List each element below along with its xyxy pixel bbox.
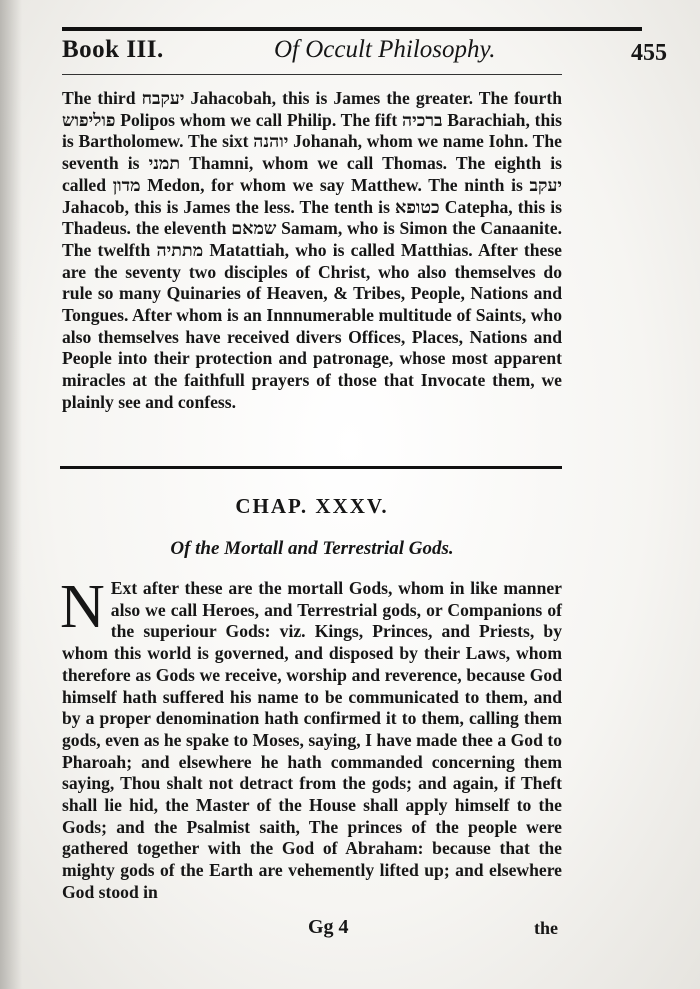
top-rule: [62, 27, 642, 31]
page-number: 455: [631, 40, 667, 66]
running-head: Of Occult Philosophy.: [274, 36, 496, 63]
apostles-text: The third יעקבח Jahacobah, this is James the greater. The fourth פוליפוש Polipos whom we call Philip. The fift ברכיה Barachiah, this is Bartholomew. The sixt יוהנה Johanah, whom we name Iohn. The seventh is תמני Thamni, whom we call Thomas. The eighth is called מדון Medon, for whom we say Matthew. The ninth is יעקב Jahacob, this is James the less. The tenth is כטופא Catepha, this is Thadeus. the eleventh שמאם Samam, who is Simon the Canaanite. The twelfth מתתיה Matattiah, who is called Matthias. After these are the seventy two disciples of Christ, who also themselves do rule so many Quinaries of Heaven, & Tribes, People, Nations and Tongues. After whom is an Innnumerable multitude of Saints, who also themselves have received divers Offices, Places, Nations and People into their protection and patronage, whose most apparent miracles at the faithfull prayers of those that Invocate them, we plainly see and confess.: [62, 88, 563, 412]
chapter-paragraph: [60, 573, 562, 920]
page-header: [62, 34, 667, 70]
book-label: Book III.: [62, 36, 164, 63]
signature-mark: Gg 4: [308, 916, 349, 938]
chapter-text: Ext after these are the mortall Gods, whom in like manner also we call Heroes, and Terrestrial gods, or Companions of the superiour Gods: viz. Kings, Princes, and Priests, by whom this world is governed, and disposed by their Laws, whom therefore as Gods we receive, worship and reverence, because God himself hath suffered his name to be communicated to them, and by a proper denomination hath confirmed it to them, calling them gods, even as he spake to Moses, saying, I have made thee a God to Pharoah; and elsewhere he hath commanded concerning them saying, Thou shalt not detract from the gods; and again, if Theft shall lie hid, the Master of the House shall apply himself to the Gods; and the Psalmist saith, The princes of the people were gathered together with the God of Abraham: because that the mighty gods of the Earth are vehemently lifted up; and elsewhere God stood in: [62, 578, 562, 902]
drop-cap: N: [60, 573, 105, 641]
chapter-number: CHAP. XXXV.: [235, 494, 389, 518]
catchword: the: [534, 918, 558, 938]
binding-shadow: [0, 0, 22, 989]
header-rule: [62, 74, 562, 75]
apostles-paragraph: [62, 88, 562, 444]
section-rule: [60, 466, 562, 469]
chapter-title: Of the Mortall and Terrestrial Gods.: [170, 538, 454, 559]
